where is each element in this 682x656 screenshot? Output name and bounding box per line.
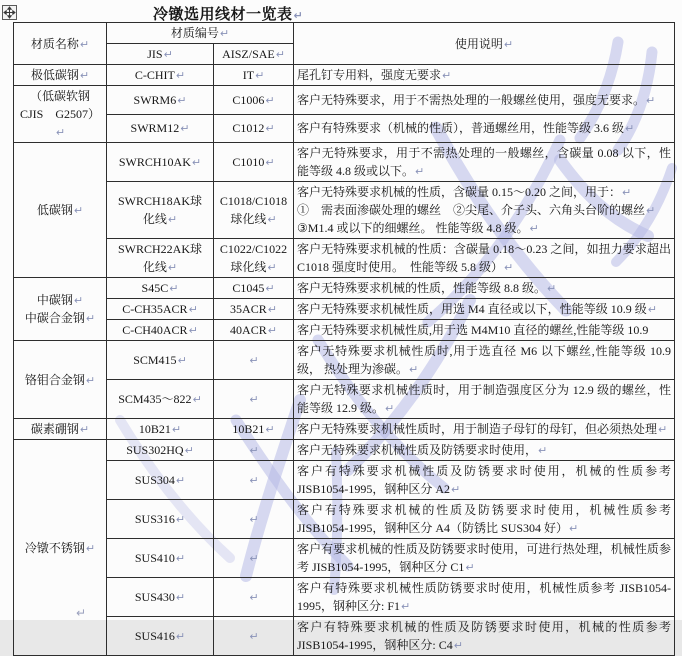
paragraph-mark-icon: ↵ — [175, 513, 186, 526]
cell-usage[interactable]: 客户无特殊要求机械的性质，含碳量 0.15～0.20 之间，用于：↵ ① 需表面渗碳处理的螺丝 ②尖尾、介子头、六角头台阶的螺丝↵ ③M1.4 或以下的细螺丝。 性能等级 4.8 级。↵ — [294, 182, 675, 239]
paragraph-mark-icon: ↵ — [265, 156, 275, 169]
table-row — [14, 419, 675, 440]
paragraph-mark-icon: ↵ — [249, 444, 259, 457]
table-row — [14, 617, 675, 656]
table-row — [14, 578, 675, 617]
table-row — [14, 239, 675, 278]
cell-material-name[interactable]: 铬钼合金钢↵ — [14, 341, 107, 419]
paragraph-mark-icon: ↵ — [192, 393, 202, 406]
paragraph-mark-icon: ↵ — [175, 630, 186, 643]
cell-aisz-sae[interactable] — [214, 578, 294, 617]
cell-aisz-sae[interactable]: C1022/C1022 球化线↵ — [214, 239, 294, 278]
paragraph-mark-icon: ↵ — [175, 69, 186, 82]
paragraph-mark-icon: ↵ — [569, 522, 579, 535]
cell-jis[interactable]: SUS416↵ — [107, 617, 214, 656]
cell-material-name[interactable]: 低碳钢↵ — [14, 143, 107, 278]
paragraph-mark-icon: ↵ — [76, 606, 87, 620]
cell-usage[interactable]: 客户无特殊要求机械性质及防锈要求时使用，↵ — [294, 440, 675, 461]
cell-usage[interactable]: 客户无特殊要求机械的性质：含碳量 0.18～0.23 之间，如扭力要求超出 C1018 强度时使用。 性能等级 5.8 级）↵ — [294, 239, 675, 278]
paragraph-mark-icon: ↵ — [265, 423, 275, 436]
cell-aisz-sae[interactable]: C1012↵ — [214, 114, 294, 143]
paragraph-mark-icon: ↵ — [191, 156, 202, 169]
cell-usage[interactable]: 客户无特殊要求，用于不需热处理的一般螺丝使用，强度无要求。↵ — [294, 86, 675, 115]
paragraph-mark-icon: ↵ — [249, 630, 259, 643]
paragraph-mark-icon: ↵ — [646, 204, 656, 217]
cell-aisz-sae[interactable]: C1018/C1018 球化线↵ — [214, 182, 294, 239]
cell-aisz-sae[interactable] — [214, 539, 294, 578]
header-usage[interactable]: 使用说明↵ — [294, 23, 675, 65]
cell-jis[interactable]: SUS302HQ↵ — [107, 440, 214, 461]
paragraph-mark-icon: ↵ — [85, 541, 96, 555]
cell-jis[interactable]: SCM415↵ — [107, 341, 214, 380]
table-row — [14, 539, 675, 578]
cell-aisz-sae[interactable] — [214, 440, 294, 461]
header-aisz-sae[interactable]: AISZ/SAE↵ — [214, 44, 294, 65]
cell-usage[interactable]: 客户无特殊要求机械性质时，用于制造子母钉的母钉，但必须热处理↵ — [294, 419, 675, 440]
cell-usage[interactable]: 客户有特殊要求机械的性质及防锈要求时使用，机械性质参考 JISB1054-1995，钢种区分 A4（防锈比 SUS304 好）↵ — [294, 500, 675, 539]
paragraph-mark-icon: ↵ — [265, 282, 275, 295]
header-material-code[interactable]: 材质编号↵ — [107, 23, 294, 44]
cell-jis[interactable]: SWRM6↵ — [107, 86, 214, 115]
cell-jis[interactable]: SUS410↵ — [107, 539, 214, 578]
paragraph-mark-icon: ↵ — [547, 282, 557, 295]
paragraph-mark-icon: ↵ — [79, 69, 90, 82]
cell-aisz-sae[interactable]: C1010↵ — [214, 143, 294, 182]
cell-jis[interactable]: C-CH35ACR↵ — [107, 299, 214, 320]
paragraph-mark-icon: ↵ — [658, 423, 668, 436]
paragraph-mark-icon: ↵ — [175, 591, 186, 604]
paragraph-mark-icon: ↵ — [415, 165, 425, 178]
cell-jis[interactable]: SWRM12↵ — [107, 114, 214, 143]
paragraph-mark-icon: ↵ — [503, 37, 514, 51]
table-row — [14, 114, 675, 143]
cell-jis[interactable]: SWRCH18AK球 化线↵ — [107, 182, 214, 239]
cell-jis[interactable]: SWRCH22AK球 化线↵ — [107, 239, 214, 278]
paragraph-mark-icon: ↵ — [180, 122, 190, 136]
table-row — [14, 143, 675, 182]
paragraph-mark-icon: ↵ — [169, 282, 179, 295]
paragraph-mark-icon: ↵ — [73, 204, 84, 217]
paragraph-mark-icon: ↵ — [625, 122, 635, 136]
cell-usage[interactable]: 客户无特殊要求机械性质,用于选 M4M10 直径的螺丝,性能等级 10.9 — [294, 320, 675, 341]
paragraph-mark-icon: ↵ — [453, 639, 463, 652]
table-move-handle[interactable] — [2, 5, 17, 20]
cell-jis[interactable]: SCM435～822↵ — [107, 380, 214, 419]
cell-usage[interactable]: 客户无特殊要求机械性质时，用于制造强度区分为 12.9 级的螺丝，性能等级 12.9 级。↵ — [294, 380, 675, 419]
paragraph-mark-icon: ↵ — [175, 474, 186, 487]
paragraph-mark-icon: ↵ — [171, 423, 182, 436]
paragraph-mark-icon: ↵ — [184, 444, 194, 457]
paragraph-mark-icon: ↵ — [177, 354, 187, 367]
cell-usage[interactable]: 客户无特殊要求机械性质时,用于选直径 M6 以下螺丝,性能等级 10.9 级， 热处理为渗碳。↵ — [294, 341, 675, 380]
cell-material-name[interactable]: 碳素硼钢↵ — [14, 419, 107, 440]
cell-material-name[interactable]: （低碳软钢 CJIS G2507）↵ — [14, 86, 107, 143]
cell-aisz-sae[interactable]: 40ACR↵ — [214, 320, 294, 341]
table-row — [14, 320, 675, 341]
cell-jis[interactable]: 10B21↵ — [107, 419, 214, 440]
cell-usage[interactable]: 客户有特殊要求机械性质及防锈要求时使用，机械的性质参考 JISB1054-1995，钢种区分 A2↵ — [294, 461, 675, 500]
paragraph-mark-icon: ↵ — [249, 474, 259, 487]
cell-aisz-sae[interactable] — [214, 380, 294, 419]
cell-jis[interactable]: SUS430↵ — [107, 578, 214, 617]
cell-material-name[interactable]: 极低碳钢↵ — [14, 65, 107, 86]
cell-material-name[interactable]: 中碳钢↵ 中碳合金钢↵ — [14, 278, 107, 341]
cell-usage[interactable]: 尾孔钉专用料，强度无要求↵ — [294, 65, 675, 86]
header-jis[interactable]: JIS↵ — [107, 44, 214, 65]
cell-usage[interactable]: 客户有特殊要求（机械的性质），普通螺丝用，性能等级 3.6 级↵ — [294, 114, 675, 143]
cell-usage[interactable]: 客户有要求机械的性质及防锈要求时使用，可进行热处理，机械性质参考 JISB1054-1995，钢种区分 C1↵ — [294, 539, 675, 578]
cell-aisz-sae[interactable]: 35ACR↵ — [214, 299, 294, 320]
paragraph-mark-icon: ↵ — [85, 312, 96, 325]
table-row — [14, 278, 675, 299]
paragraph-mark-icon: ↵ — [249, 513, 259, 526]
cell-aisz-sae[interactable] — [214, 461, 294, 500]
cell-jis[interactable]: SWRCH10AK↵ — [107, 143, 214, 182]
paragraph-mark-icon: ↵ — [265, 93, 275, 107]
paragraph-mark-icon: ↵ — [646, 93, 656, 107]
table-row — [14, 86, 675, 115]
cell-jis[interactable]: SUS316↵ — [107, 500, 214, 539]
table-row — [14, 182, 675, 239]
cell-usage[interactable]: 客户有特殊要求机械性质防锈要求时使用，机械性质参考 JISB1054-1995，钢种区分: F1↵ — [294, 578, 675, 617]
paragraph-mark-icon: ↵ — [55, 126, 66, 139]
paragraph-mark-icon: ↵ — [267, 261, 277, 274]
cell-aisz-sae[interactable]: C1006↵ — [214, 86, 294, 115]
paragraph-mark-icon: ↵ — [188, 324, 198, 337]
material-selection-table — [13, 22, 675, 656]
paragraph-mark-icon: ↵ — [175, 552, 186, 565]
table-row — [14, 380, 675, 419]
cell-aisz-sae[interactable]: IT↵ — [214, 65, 294, 86]
page-title: 冷镦选用线材一览表↵ — [153, 7, 304, 23]
paragraph-mark-icon: ↵ — [167, 261, 178, 274]
paragraph-mark-icon: ↵ — [529, 222, 539, 235]
paragraph-mark-icon: ↵ — [504, 261, 514, 274]
table-row — [14, 341, 675, 380]
paragraph-mark-icon: ↵ — [249, 393, 259, 406]
cell-usage[interactable]: 客户无特殊要求，用于不需热处理的一般螺丝，含碳量 0.08 以下，性能等级 4.8 级或以下。↵ — [294, 143, 675, 182]
cell-jis[interactable]: C-CH40ACR↵ — [107, 320, 214, 341]
paragraph-mark-icon: ↵ — [255, 69, 265, 82]
four-way-arrow-icon — [4, 7, 15, 18]
cell-usage[interactable]: 客户无特殊要求机械性质，用选 M4 直径或以下，性能等级 10.9 级↵ — [294, 299, 675, 320]
paragraph-mark-icon: ↵ — [267, 324, 277, 337]
paragraph-mark-icon: ↵ — [409, 363, 419, 376]
table-row — [14, 500, 675, 539]
paragraph-mark-icon: ↵ — [177, 93, 187, 107]
paragraph-mark-icon: ↵ — [267, 303, 277, 316]
cell-material-name[interactable]: 冷镦不锈钢↵ — [14, 440, 107, 656]
header-material-name[interactable]: 材质名称↵ — [14, 23, 107, 65]
paragraph-mark-icon: ↵ — [538, 444, 548, 457]
cell-jis[interactable]: S45C↵ — [107, 278, 214, 299]
paragraph-mark-icon: ↵ — [79, 37, 90, 51]
paragraph-mark-icon: ↵ — [622, 186, 632, 199]
paragraph-mark-icon: ↵ — [267, 213, 277, 226]
cell-aisz-sae[interactable]: 10B21↵ — [214, 419, 294, 440]
cell-usage[interactable]: 客户无特殊要求机械的性质，性能等级 8.8 级。↵ — [294, 278, 675, 299]
paragraph-mark-icon: ↵ — [249, 552, 259, 565]
paragraph-mark-icon: ↵ — [249, 354, 259, 367]
paragraph-mark-icon: ↵ — [79, 423, 90, 436]
cell-usage[interactable]: 客户有特殊要求机械的性质及防锈要求时使用，机械的性质参考 JISB1054-1995，钢种区分: C4↵ — [294, 617, 675, 656]
paragraph-mark-icon: ↵ — [73, 294, 84, 307]
paragraph-mark-icon: ↵ — [293, 9, 304, 22]
table-row — [14, 440, 675, 461]
paragraph-mark-icon: ↵ — [265, 122, 275, 136]
paragraph-mark-icon: ↵ — [647, 303, 657, 316]
cell-aisz-sae[interactable] — [214, 500, 294, 539]
paragraph-mark-icon: ↵ — [385, 402, 395, 415]
table-row — [14, 299, 675, 320]
paragraph-mark-icon: ↵ — [401, 600, 411, 613]
paragraph-mark-icon: ↵ — [167, 213, 178, 226]
cell-aisz-sae[interactable]: C1045↵ — [214, 278, 294, 299]
cell-jis[interactable]: SUS304↵ — [107, 461, 214, 500]
paragraph-mark-icon: ↵ — [249, 591, 259, 604]
paragraph-mark-icon: ↵ — [85, 373, 96, 387]
table-row — [14, 65, 675, 86]
paragraph-mark-icon: ↵ — [219, 27, 230, 40]
paragraph-mark-icon: ↵ — [188, 303, 198, 316]
table-row — [14, 461, 675, 500]
cell-aisz-sae[interactable] — [214, 617, 294, 656]
paragraph-mark-icon: ↵ — [465, 561, 475, 574]
paragraph-mark-icon: ↵ — [275, 48, 285, 61]
cell-aisz-sae[interactable] — [214, 341, 294, 380]
cell-jis[interactable]: C-CHIT↵ — [107, 65, 214, 86]
paragraph-mark-icon: ↵ — [163, 48, 173, 61]
paragraph-mark-icon: ↵ — [451, 483, 461, 496]
paragraph-mark-icon: ↵ — [442, 69, 452, 82]
